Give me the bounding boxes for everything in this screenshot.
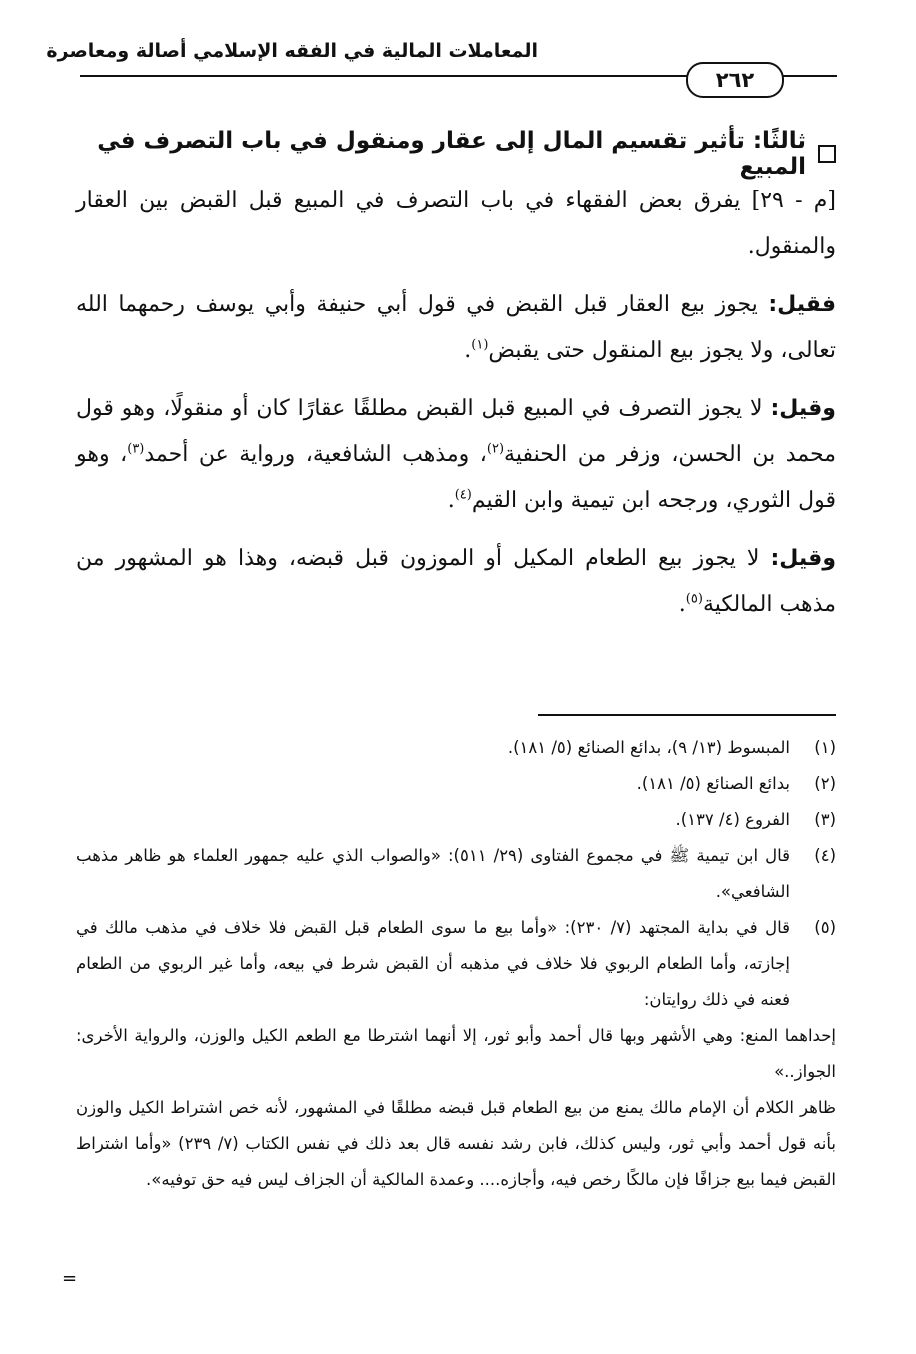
intro-paragraph: [م - ٢٩] يفرق بعض الفقهاء في باب التصرف في المبيع قبل القبض بين العقار والمنقول.: [76, 188, 836, 259]
footnotes: [76, 730, 836, 1198]
period: .: [447, 488, 455, 513]
paragraph-opinion-2: [76, 386, 836, 524]
main-text: [76, 178, 836, 640]
footnote-number: (٤): [814, 846, 836, 865]
footnote-ref: (١): [471, 337, 489, 353]
running-title: المعاملات المالية في الفقه الإسلامي أصالة ومعاصرة: [46, 40, 538, 62]
footnote-number: (٥): [814, 918, 836, 937]
footnote-5: [76, 910, 836, 1018]
section-heading-text: ثالثًا: تأثير تقسيم المال إلى عقار ومنقول في باب التصرف في المبيع: [97, 128, 806, 180]
paragraph-opinion-1: [76, 282, 836, 374]
continuation-mark: =: [62, 1268, 78, 1289]
opinion-text: لا يجوز بيع الطعام المكيل أو الموزون قبل قبضه، وهذا هو المشهور من مذهب المالكية: [76, 546, 836, 617]
footnote-number: (٣): [814, 810, 836, 829]
section-heading: [76, 128, 836, 180]
footnote-1: [76, 730, 836, 766]
footnote-separator: [538, 714, 836, 716]
footnote-5-continuation-2: ظاهر الكلام أن الإمام مالك يمنع من بيع الطعام قبل قبضه مطلقًا في المشهور، لأنه خص اشتراط الكيل والوزن بأنه قول أحمد وأبي ثور، وليس كذلك، فابن رشد نفسه قال بعد ذلك في نفس الكتاب (٧/ ٢٣٩) «وأما اشتراط القبض فيما بيع جزافًا فإن مالكًا رخص فيه، وأجازه.... وعمدة المالكية أن الجزاف ليس فيه حق توفيه».: [76, 1098, 836, 1189]
opinion-text: ، ومذهب الشافعية، ورواية عن أحمد: [144, 442, 487, 467]
footnote-text: بدائع الصنائع (٥/ ١٨١).: [636, 774, 790, 793]
footnote-ref: (٥): [685, 591, 703, 607]
footnote-4: [76, 838, 836, 910]
square-bullet-icon: [818, 145, 836, 163]
footnote-ref: (٣): [127, 441, 145, 457]
page-number: ٢٦٢: [686, 62, 784, 98]
opinion-text: ، وهو قول الثوري، ورجحه ابن تيمية وابن القيم: [76, 442, 836, 513]
opinion-lead: وقيل:: [770, 546, 836, 571]
period: .: [464, 338, 472, 363]
footnote-text: قال ابن تيمية ﷺ في مجموع الفتاوى (٢٩/ ٥١١): «والصواب الذي عليه جمهور العلماء هو ظاهر مذهب الشافعي».: [76, 846, 790, 901]
footnote-text: المبسوط (١٣/ ٩)، بدائع الصنائع (٥/ ١٨١).: [507, 738, 790, 757]
period: .: [678, 592, 686, 617]
footnote-number: (٢): [814, 774, 836, 793]
opinion-text: يجوز بيع العقار قبل القبض في قول أبي حنيفة وأبي يوسف رحمهما الله تعالى، ولا يجوز بيع المنقول حتى يقبض: [76, 292, 836, 363]
footnote-ref: (٤): [454, 487, 472, 503]
footnote-ref: (٢): [486, 441, 505, 457]
footnote-3: [76, 802, 836, 838]
footnote-5-continuation-1: إحداهما المنع: وهي الأشهر وبها قال أحمد وأبو ثور، إلا أنهما اشترطا مع الطعم الكيل والوزن، والرواية الأخرى: الجواز..»: [76, 1026, 836, 1081]
footnote-number: (١): [814, 738, 836, 757]
footnote-text: قال في بداية المجتهد (٧/ ٢٣٠): «وأما بيع ما سوى الطعام قبل القبض فلا خلاف في مذهب مالك في إجازته، وأما الطعام الربوي فلا خلاف في مذهبه أن القبض شرط في بيعه، وأما غير الربوي من الطعام فعنه في ذلك روايتان:: [76, 918, 790, 1009]
footnote-text: الفروع (٤/ ١٣٧).: [675, 810, 790, 829]
opinion-lead: فقيل:: [768, 292, 837, 317]
opinion-lead: وقيل:: [770, 396, 836, 421]
footnote-2: [76, 766, 836, 802]
paragraph-opinion-3: [76, 536, 836, 628]
opinion-text: لا يجوز التصرف في المبيع قبل القبض مطلقًا عقارًا كان أو منقولًا، وهو قول محمد بن الحسن، وزفر من الحنفية: [76, 396, 837, 467]
